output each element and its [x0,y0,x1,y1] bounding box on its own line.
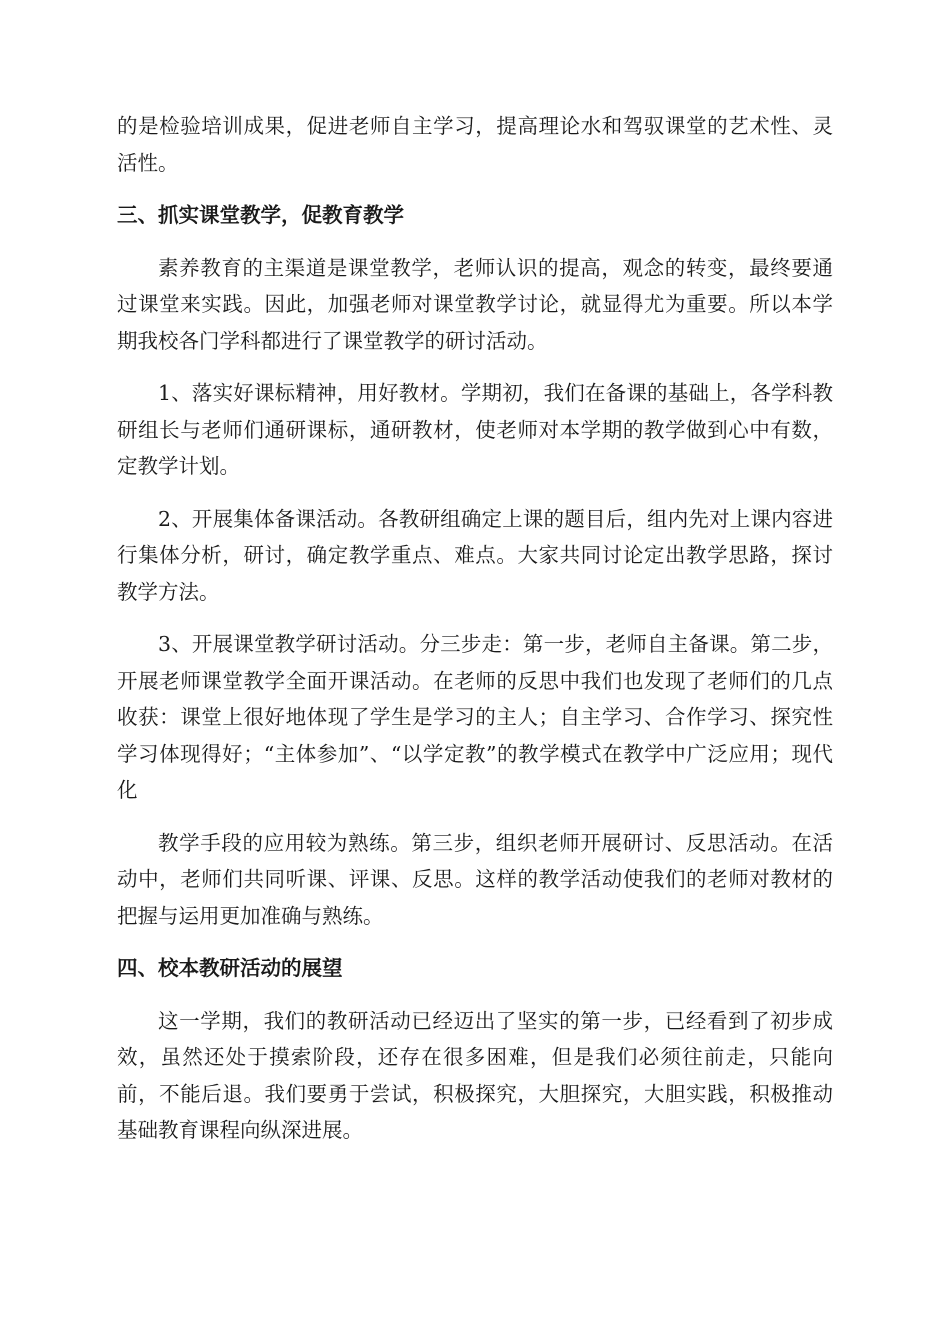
paragraph-item-1: 1、落实好课标精神，用好教材。学期初，我们在备课的基础上，各学科教研组长与老师们通研课标，通研教材，使老师对本学期的教学做到心中有数，定教学计划。 [117,381,833,478]
paragraph-classroom-intro: 素养教育的主渠道是课堂教学，老师认识的提高，观念的转变，最终要通过课堂来实践。因此，加强老师对课堂教学讨论，就显得尤为重要。所以本学期我校各门学科都进行了课堂教学的研讨活动。 [117,255,833,353]
paragraph-item-3: 3、开展课堂教学研讨活动。分三步走：第一步，老师自主备课。第二步，开展老师课堂教学全面开课活动。在老师的反思中我们也发现了老师们的几点收获：课堂上很好地体现了学生是学习的主人；自主学习、合作学习、探究性学习体现得好；“主体参加”、“以学定教”的教学模式在教学中广泛应用；现代化 [117,632,833,802]
paragraph-outlook: 这一学期，我们的教研活动已经迈出了坚实的第一步，已经看到了初步成效，虽然还处于摸索阶段，还存在很多困难，但是我们必须往前走，只能向前，不能后退。我们要勇于尝试，积极探究，大胆探究，大胆实践，积极推动基础教育课程向纵深进展。 [117,1008,833,1142]
paragraph-continuation: 的是检验培训成果，促进老师自主学习，提高理论水和驾驭课堂的艺术性、灵活性。 [117,114,833,175]
paragraph-item-3-continued: 教学手段的应用较为熟练。第三步，组织老师开展研讨、反思活动。在活动中，老师们共同听课、评课、反思。这样的教学活动使我们的老师对教材的把握与运用更加准确与熟练。 [117,830,833,928]
document-page [117,108,833,1165]
section-heading-4: 四、校本教研活动的展望 [117,956,343,980]
section-heading-3: 三、抓实课堂教学，促教育教学 [117,203,404,227]
paragraph-item-2: 2、开展集体备课活动。各教研组确定上课的题目后，组内先对上课内容进行集体分析，研讨，确定教学重点、难点。大家共同讨论定出教学思路，探讨教学方法。 [117,506,833,604]
